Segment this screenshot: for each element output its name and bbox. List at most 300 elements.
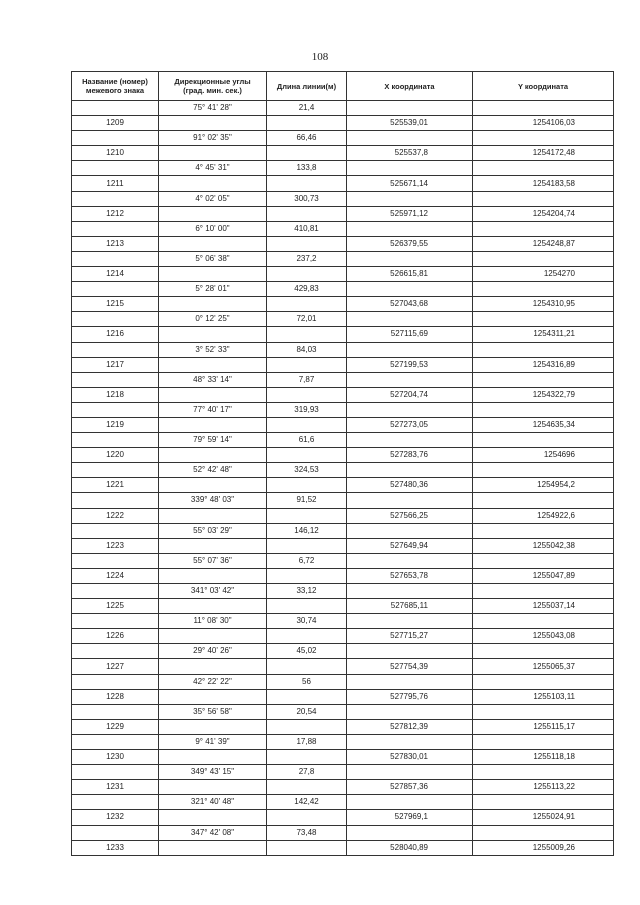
angle-cell: 349° 43' 15" [159,765,267,780]
x-cell: 527754,39 [347,659,473,674]
length-cell: 324,53 [267,463,347,478]
segment-row [72,644,614,659]
point-id-cell [72,161,159,176]
length-cell [267,176,347,191]
point-id-cell [72,433,159,448]
length-cell [267,236,347,251]
point-id-cell: 1224 [72,568,159,583]
table-header-row [72,72,614,101]
x-cell [347,131,473,146]
point-row [72,719,614,734]
column-header-name-line1: Название (номер) [82,77,148,86]
length-cell [267,116,347,131]
angle-cell [159,689,267,704]
y-cell: 1255042,38 [473,538,614,553]
angle-cell [159,267,267,282]
x-cell: 527795,76 [347,689,473,704]
point-row [72,810,614,825]
x-cell [347,795,473,810]
x-cell: 526379,55 [347,236,473,251]
angle-cell [159,146,267,161]
segment-row [72,553,614,568]
point-id-cell: 1216 [72,327,159,342]
y-cell: 1254270 [473,267,614,282]
y-cell [473,131,614,146]
length-cell [267,508,347,523]
point-row [72,176,614,191]
segment-row [72,493,614,508]
point-id-cell: 1220 [72,448,159,463]
y-cell: 1254635,34 [473,417,614,432]
point-row [72,780,614,795]
angle-cell [159,478,267,493]
segment-row [72,402,614,417]
point-id-cell [72,312,159,327]
column-header-angle-line2: (град. мин. сек.) [183,86,242,95]
point-row [72,840,614,855]
point-id-cell: 1226 [72,629,159,644]
column-header-x: X координата [347,72,473,101]
segment-row [72,221,614,236]
angle-cell: 6° 10' 00" [159,221,267,236]
length-cell: 27,8 [267,765,347,780]
length-cell: 17,88 [267,734,347,749]
x-cell: 527566,25 [347,508,473,523]
point-row [72,236,614,251]
y-cell [473,221,614,236]
y-cell [473,795,614,810]
point-row [72,327,614,342]
y-cell: 1254310,95 [473,297,614,312]
y-cell: 1254922,6 [473,508,614,523]
x-cell: 525539,01 [347,116,473,131]
x-cell: 527480,36 [347,478,473,493]
angle-cell: 9° 41' 39" [159,734,267,749]
y-cell: 1254183,58 [473,176,614,191]
length-cell: 21,4 [267,101,347,116]
x-cell: 527969,1 [347,810,473,825]
y-cell [473,101,614,116]
y-cell [473,825,614,840]
y-cell [473,463,614,478]
segment-row [72,312,614,327]
angle-cell [159,387,267,402]
angle-cell [159,568,267,583]
length-cell [267,629,347,644]
segment-row [72,584,614,599]
angle-cell: 55° 07' 36" [159,553,267,568]
x-cell [347,644,473,659]
point-id-cell [72,191,159,206]
point-id-cell: 1228 [72,689,159,704]
point-id-cell [72,342,159,357]
length-cell: 84,03 [267,342,347,357]
segment-row [72,523,614,538]
length-cell: 300,73 [267,191,347,206]
column-header-y: Y координата [473,72,614,101]
angle-cell: 75° 41' 28" [159,101,267,116]
length-cell [267,840,347,855]
length-cell: 73,48 [267,825,347,840]
point-row [72,116,614,131]
point-id-cell [72,614,159,629]
length-cell: 72,01 [267,312,347,327]
point-id-cell [72,402,159,417]
segment-row [72,674,614,689]
y-cell [473,614,614,629]
angle-cell: 5° 06' 38" [159,251,267,266]
x-cell: 527715,27 [347,629,473,644]
length-cell: 237,2 [267,251,347,266]
segment-row [72,282,614,297]
angle-cell: 29° 40' 26" [159,644,267,659]
point-id-cell: 1218 [72,387,159,402]
angle-cell [159,780,267,795]
y-cell: 1254106,03 [473,116,614,131]
angle-cell [159,750,267,765]
length-cell: 133,8 [267,161,347,176]
point-id-cell: 1217 [72,357,159,372]
x-cell: 527273,05 [347,417,473,432]
segment-row [72,131,614,146]
point-id-cell [72,674,159,689]
point-id-cell [72,523,159,538]
length-cell [267,780,347,795]
point-id-cell [72,553,159,568]
x-cell [347,191,473,206]
column-header-angle-line1: Дирекционные углы [174,77,251,86]
length-cell: 56 [267,674,347,689]
table-body [72,101,614,856]
point-id-cell [72,221,159,236]
length-cell: 66,46 [267,131,347,146]
y-cell [473,342,614,357]
point-id-cell [72,131,159,146]
point-row [72,448,614,463]
point-row [72,568,614,583]
point-row [72,357,614,372]
y-cell: 1254322,79 [473,387,614,402]
length-cell [267,448,347,463]
x-cell [347,614,473,629]
point-id-cell [72,734,159,749]
y-cell [473,765,614,780]
length-cell: 61,6 [267,433,347,448]
angle-cell: 42° 22' 22" [159,674,267,689]
length-cell [267,206,347,221]
point-id-cell: 1225 [72,599,159,614]
length-cell: 45,02 [267,644,347,659]
x-cell: 527043,68 [347,297,473,312]
column-header-name-line2: межевого знака [85,86,145,95]
angle-cell [159,206,267,221]
length-cell [267,568,347,583]
length-cell [267,387,347,402]
x-cell [347,433,473,448]
point-id-cell [72,463,159,478]
angle-cell [159,327,267,342]
y-cell [473,282,614,297]
point-id-cell: 1230 [72,750,159,765]
y-cell: 1254954,2 [473,478,614,493]
angle-cell: 55° 03' 29" [159,523,267,538]
point-id-cell [72,644,159,659]
y-cell: 1255115,17 [473,719,614,734]
x-cell [347,825,473,840]
point-id-cell: 1212 [72,206,159,221]
point-id-cell: 1215 [72,297,159,312]
x-cell [347,402,473,417]
length-cell: 7,87 [267,372,347,387]
point-id-cell [72,795,159,810]
point-id-cell: 1232 [72,810,159,825]
x-cell [347,101,473,116]
length-cell [267,750,347,765]
x-cell [347,282,473,297]
y-cell: 1254316,89 [473,357,614,372]
x-cell: 525971,12 [347,206,473,221]
angle-cell: 321° 40' 48" [159,795,267,810]
length-cell: 91,52 [267,493,347,508]
length-cell: 146,12 [267,523,347,538]
point-id-cell [72,372,159,387]
point-row [72,267,614,282]
angle-cell: 5° 28' 01" [159,282,267,297]
y-cell [473,584,614,599]
angle-cell: 341° 03' 42" [159,584,267,599]
angle-cell: 4° 45' 31" [159,161,267,176]
angle-cell [159,448,267,463]
length-cell [267,327,347,342]
length-cell [267,599,347,614]
x-cell [347,553,473,568]
x-cell [347,493,473,508]
point-id-cell: 1233 [72,840,159,855]
angle-cell [159,176,267,191]
y-cell: 1254248,87 [473,236,614,251]
angle-cell [159,538,267,553]
x-cell [347,221,473,236]
x-cell: 527685,11 [347,599,473,614]
length-cell: 20,54 [267,704,347,719]
point-row [72,508,614,523]
angle-cell [159,357,267,372]
y-cell [473,433,614,448]
length-cell: 30,74 [267,614,347,629]
y-cell [473,312,614,327]
length-cell [267,689,347,704]
column-header-angle [159,72,267,101]
y-cell [473,251,614,266]
angle-cell: 11° 08' 30" [159,614,267,629]
angle-cell [159,116,267,131]
point-id-cell [72,493,159,508]
segment-row [72,101,614,116]
point-row [72,387,614,402]
x-cell [347,674,473,689]
angle-cell: 77° 40' 17" [159,402,267,417]
angle-cell [159,417,267,432]
segment-row [72,191,614,206]
length-cell: 6,72 [267,553,347,568]
y-cell: 1255113,22 [473,780,614,795]
x-cell: 527649,94 [347,538,473,553]
angle-cell [159,810,267,825]
length-cell: 429,83 [267,282,347,297]
x-cell [347,734,473,749]
segment-row [72,342,614,357]
y-cell: 1254204,74 [473,206,614,221]
point-id-cell: 1221 [72,478,159,493]
segment-row [72,765,614,780]
x-cell [347,704,473,719]
length-cell: 319,93 [267,402,347,417]
y-cell [473,402,614,417]
angle-cell: 79° 59' 14" [159,433,267,448]
point-row [72,689,614,704]
segment-row [72,161,614,176]
point-id-cell [72,101,159,116]
point-id-cell: 1229 [72,719,159,734]
angle-cell: 52° 42' 48" [159,463,267,478]
angle-cell [159,659,267,674]
length-cell: 33,12 [267,584,347,599]
segment-row [72,825,614,840]
segment-row [72,463,614,478]
y-cell: 1254172,48 [473,146,614,161]
point-id-cell: 1211 [72,176,159,191]
length-cell: 410,81 [267,221,347,236]
length-cell [267,478,347,493]
point-id-cell: 1223 [72,538,159,553]
point-id-cell: 1222 [72,508,159,523]
x-cell [347,523,473,538]
y-cell: 1255047,89 [473,568,614,583]
point-id-cell [72,584,159,599]
point-row [72,297,614,312]
point-id-cell [72,704,159,719]
length-cell [267,719,347,734]
point-row [72,599,614,614]
x-cell [347,342,473,357]
angle-cell: 0° 12' 25" [159,312,267,327]
segment-row [72,251,614,266]
angle-cell [159,719,267,734]
point-id-cell: 1219 [72,417,159,432]
x-cell: 527857,36 [347,780,473,795]
y-cell [473,553,614,568]
segment-row [72,704,614,719]
x-cell: 527199,53 [347,357,473,372]
segment-row [72,795,614,810]
segment-row [72,433,614,448]
x-cell [347,372,473,387]
angle-cell [159,629,267,644]
point-id-cell [72,282,159,297]
point-id-cell [72,765,159,780]
length-cell [267,297,347,312]
angle-cell [159,236,267,251]
point-id-cell: 1209 [72,116,159,131]
segment-row [72,614,614,629]
point-id-cell [72,825,159,840]
y-cell: 1255009,26 [473,840,614,855]
angle-cell [159,508,267,523]
y-cell: 1255103,11 [473,689,614,704]
y-cell: 1255024,91 [473,810,614,825]
boundary-coordinates-table [71,71,614,856]
x-cell: 527653,78 [347,568,473,583]
y-cell [473,493,614,508]
x-cell [347,584,473,599]
point-id-cell: 1231 [72,780,159,795]
length-cell [267,267,347,282]
column-header-name [72,72,159,101]
x-cell: 527283,76 [347,448,473,463]
page-number: 108 [311,51,329,63]
x-cell [347,312,473,327]
point-row [72,417,614,432]
angle-cell: 48° 33' 14" [159,372,267,387]
point-id-cell [72,251,159,266]
segment-row [72,734,614,749]
point-row [72,538,614,553]
point-row [72,659,614,674]
angle-cell: 91° 02' 35" [159,131,267,146]
x-cell [347,765,473,780]
length-cell [267,810,347,825]
point-row [72,146,614,161]
point-row [72,478,614,493]
length-cell [267,538,347,553]
x-cell [347,463,473,478]
point-id-cell: 1213 [72,236,159,251]
x-cell [347,161,473,176]
x-cell: 527830,01 [347,750,473,765]
length-cell [267,146,347,161]
length-cell: 142,42 [267,795,347,810]
point-id-cell: 1227 [72,659,159,674]
y-cell: 1255037,14 [473,599,614,614]
x-cell: 527812,39 [347,719,473,734]
y-cell: 1254311,21 [473,327,614,342]
angle-cell: 35° 56' 58" [159,704,267,719]
length-cell [267,659,347,674]
y-cell [473,674,614,689]
point-row [72,750,614,765]
angle-cell [159,297,267,312]
point-row [72,629,614,644]
x-cell: 528040,89 [347,840,473,855]
point-id-cell: 1210 [72,146,159,161]
y-cell: 1255065,37 [473,659,614,674]
x-cell [347,251,473,266]
x-cell: 527204,74 [347,387,473,402]
angle-cell [159,840,267,855]
angle-cell: 339° 48' 03" [159,493,267,508]
x-cell: 526615,81 [347,267,473,282]
x-cell: 525671,14 [347,176,473,191]
y-cell: 1255043,08 [473,629,614,644]
x-cell: 525537,8 [347,146,473,161]
length-cell [267,417,347,432]
y-cell [473,734,614,749]
y-cell [473,523,614,538]
point-row [72,206,614,221]
length-cell [267,357,347,372]
column-header-length: Длина линии(м) [267,72,347,101]
y-cell [473,644,614,659]
